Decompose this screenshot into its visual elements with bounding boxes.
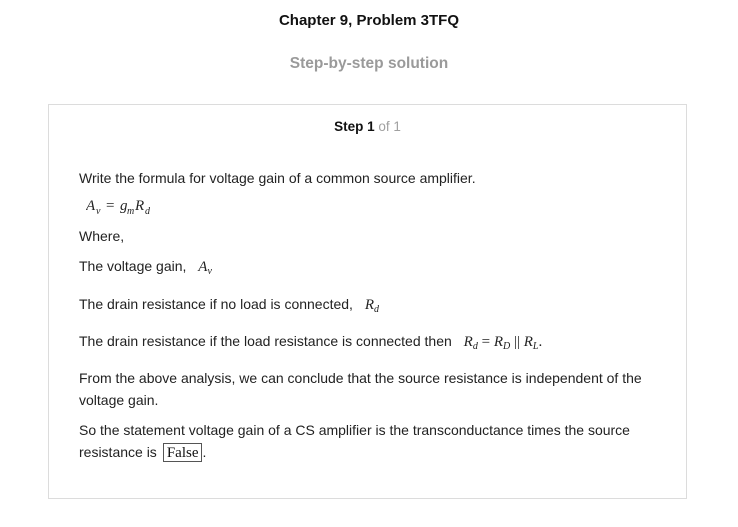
- drain-noload-label: The drain resistance if no load is connected,: [79, 296, 353, 312]
- chapter-title: Chapter 9, Problem 3TFQ: [278, 12, 460, 29]
- step-number: 1: [367, 119, 375, 134]
- statement-line: So the statement voltage gain of a CS amplifier is the transconductance times the source resistance is False .: [79, 422, 630, 461]
- drain-noload-symbol: $R_d$: [364, 297, 379, 315]
- solution-subtitle: Step-by-step solution: [289, 55, 449, 72]
- svg-text:d: d: [145, 206, 150, 217]
- drain-load-label: The drain resistance if the load resistance is connected then: [79, 333, 452, 349]
- formula-gain: [79, 194, 664, 225]
- drain-load-line: [79, 330, 664, 358]
- step-total: of 1: [378, 119, 401, 134]
- voltage-gain-symbol: $A_v$: [198, 259, 212, 277]
- step-header: [49, 119, 686, 134]
- voltage-gain-label: The voltage gain,: [79, 258, 187, 274]
- drain-load-equation: $R_d = R_D$ || $R_L$.: [463, 334, 543, 352]
- formula-gain-equation: [86, 194, 166, 218]
- voltage-gain-line: [79, 255, 664, 283]
- solution-content: [79, 167, 664, 463]
- solution-card: [48, 104, 687, 499]
- statement-text: So the statement voltage gain of a CS amplifier is the transconductance times the source resistance is: [79, 422, 630, 460]
- svg-text:R: R: [135, 198, 145, 214]
- answer-box: False: [163, 443, 203, 462]
- step-label: Step: [334, 119, 364, 134]
- drain-noload-line: [79, 293, 664, 321]
- analysis-text: From the above analysis, we can conclude that the source resistance is independent of the voltage gain.: [79, 370, 642, 408]
- svg-text:=: =: [106, 198, 115, 214]
- svg-text:g: g: [120, 198, 128, 214]
- where-text: Where,: [79, 228, 125, 244]
- svg-text:m: m: [127, 206, 135, 217]
- intro-text: Write the formula for voltage gain of a common source amplifier.: [79, 170, 476, 186]
- svg-text:A: A: [86, 198, 96, 214]
- svg-text:v: v: [96, 206, 101, 217]
